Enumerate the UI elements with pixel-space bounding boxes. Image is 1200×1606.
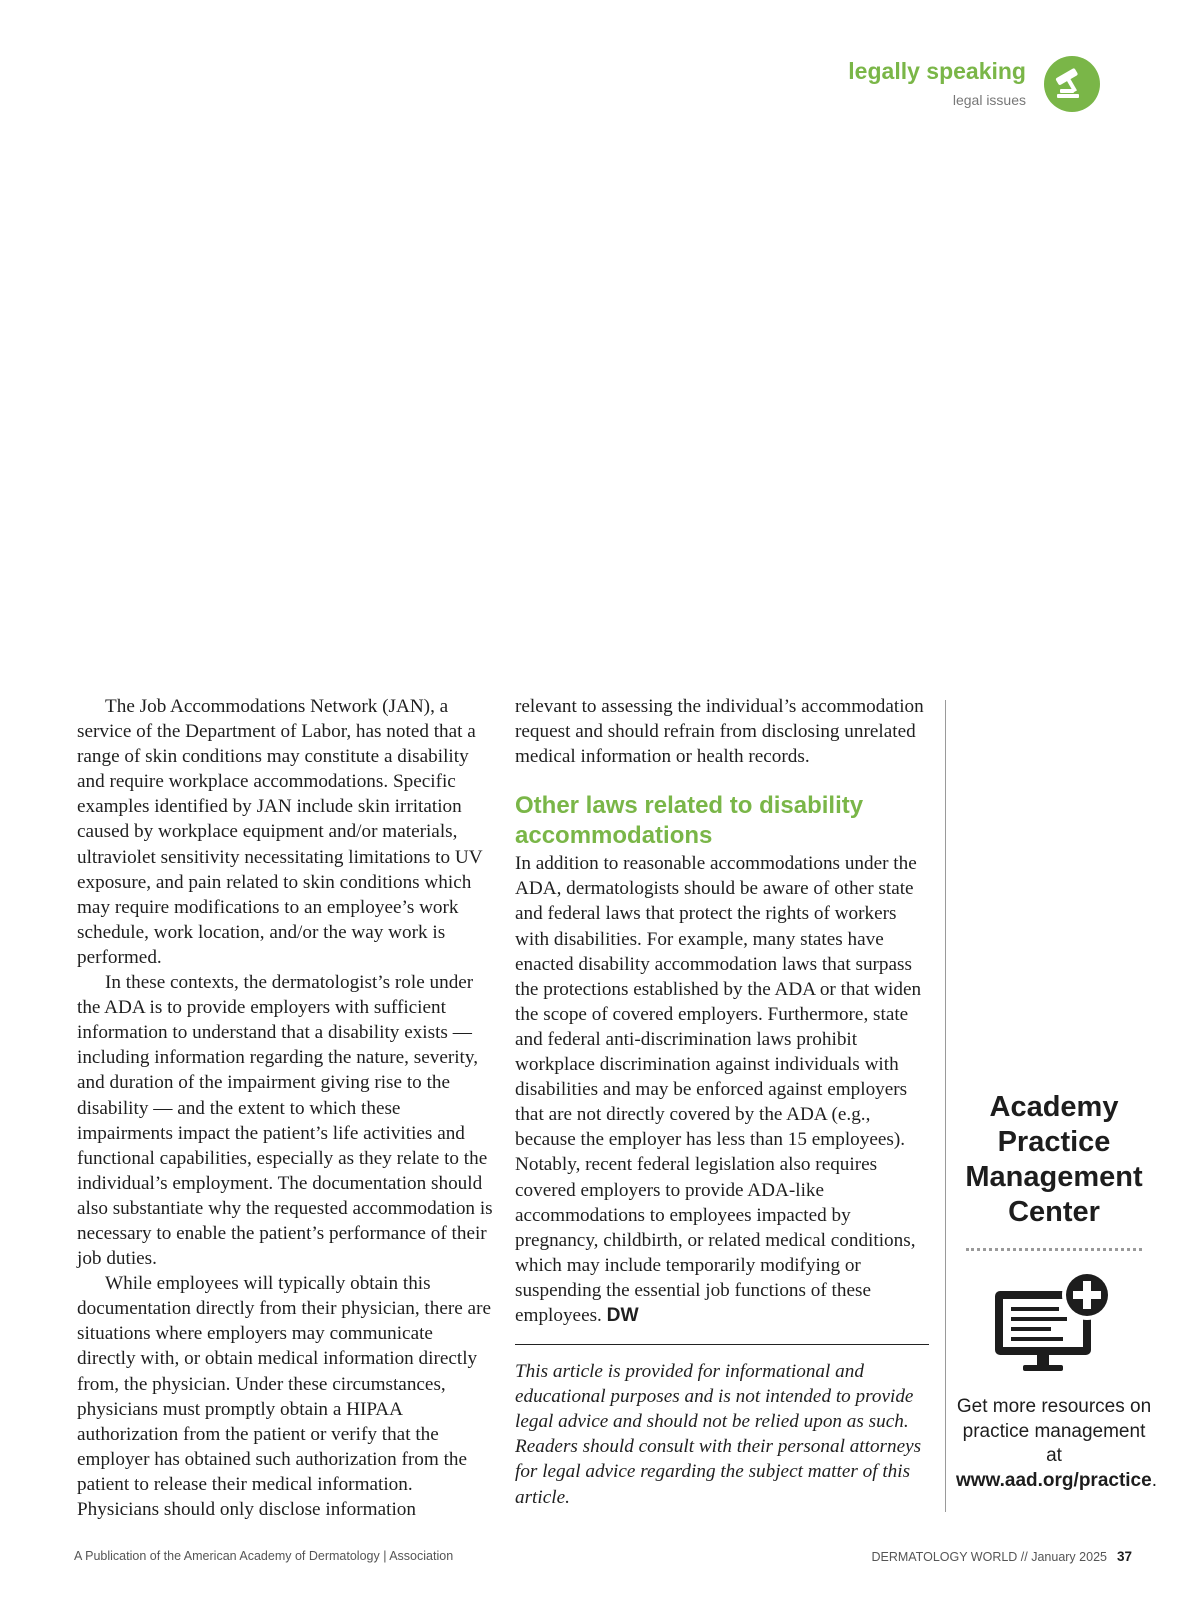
gavel-icon: [1044, 56, 1100, 112]
footer-publisher: A Publication of the American Academy of Dermatology | Association: [74, 1549, 454, 1563]
sidebar-description: Get more resources on practice management at: [956, 1396, 1152, 1466]
sidebar-title: Academy Practice Management Center: [965, 1091, 1143, 1228]
sidebar-text: [956, 1395, 1157, 1493]
article-column-2: [515, 694, 929, 1510]
body-paragraph: [515, 851, 929, 1328]
section-title: legally speaking: [848, 58, 1026, 84]
article-column-1: [77, 694, 495, 1522]
footer-issue: [871, 1549, 1132, 1564]
section-subtitle: legal issues: [952, 92, 1026, 108]
section-heading: Other laws related to disability accommodations: [515, 792, 864, 850]
column-divider: [945, 700, 946, 1512]
footer-issue-text: DERMATOLOGY WORLD // January 2025: [871, 1550, 1107, 1564]
sidebar-link[interactable]: www.aad.org/practice: [956, 1469, 1152, 1491]
sidebar-promo: [956, 1090, 1157, 1493]
dotted-divider: [966, 1248, 1142, 1251]
body-paragraph: While employees will typically obtain this documentation directly from their physician, there are situations where employers may communicate directly with, or obtain medical information directly from, the physician. Under these circumstances, physicians must promptly obtain a HIPAA authorization from the patient or verify that the employer has obtained such authorization from the patient to release their medical information. Physicians should only disclose information: [77, 1273, 491, 1520]
divider: [515, 1344, 929, 1345]
signoff: DW: [606, 1304, 639, 1326]
page-number: 37: [1116, 1549, 1132, 1564]
computer-plus-icon: [991, 1269, 1117, 1381]
sidebar-link-suffix: .: [1151, 1469, 1157, 1491]
disclaimer: This article is provided for informational and educational purposes and is not intended to provide legal advice and should not be relied upon as such. Readers should consult with their personal attorneys for legal advice regarding the subject matter of this article.: [515, 1361, 922, 1508]
body-paragraph: In these contexts, the dermatologist’s role under the ADA is to provide employers with sufficient information to understand that a disability exists — including information regarding the nature, severity, and duration of the impairment giving rise to the disability — and the extent to which these impairments impact the patient’s life activities and functional capabilities, especially as they relate to the individual’s employment. The documentation should also substantiate why the requested accommodation is necessary to enable the patient’s performance of their job duties.: [77, 972, 493, 1270]
body-text: In addition to reasonable accommodations under the ADA, dermatologists should be aware of other state and federal laws that protect the rights of workers with disabilities. For example, many states have enacted disability accommodation laws that surpass the protections established by the ADA or that widen the scope of covered employers. Furthermore, state and federal anti-discrimination laws prohibit workplace discrimination against individuals with disabilities and may be enforced against employers that are not directly covered by the ADA (e.g., because the employer has less than 15 employees). Notably, recent federal legislation also requires covered employers to provide ADA-like accommodations to employees impacted by pregnancy, childbirth, or related medical conditions, which may include temporarily modifying or suspending the essential job functions of these employees.: [515, 853, 922, 1326]
body-paragraph-continuation: relevant to assessing the individual’s accommodation request and should refrain from disclosing unrelated medical information or health records.: [515, 696, 924, 768]
body-paragraph: The Job Accommodations Network (JAN), a service of the Department of Labor, has noted that a range of skin conditions may constitute a disability and require workplace accommodations. Specific examples identified by JAN include skin irritation caused by workplace equipment and/or materials, ultraviolet sensitivity necessitating limitations to UV exposure, and pain related to skin conditions which may require modifications to an employee’s work schedule, work location, and/or the way work is performed.: [77, 696, 483, 968]
